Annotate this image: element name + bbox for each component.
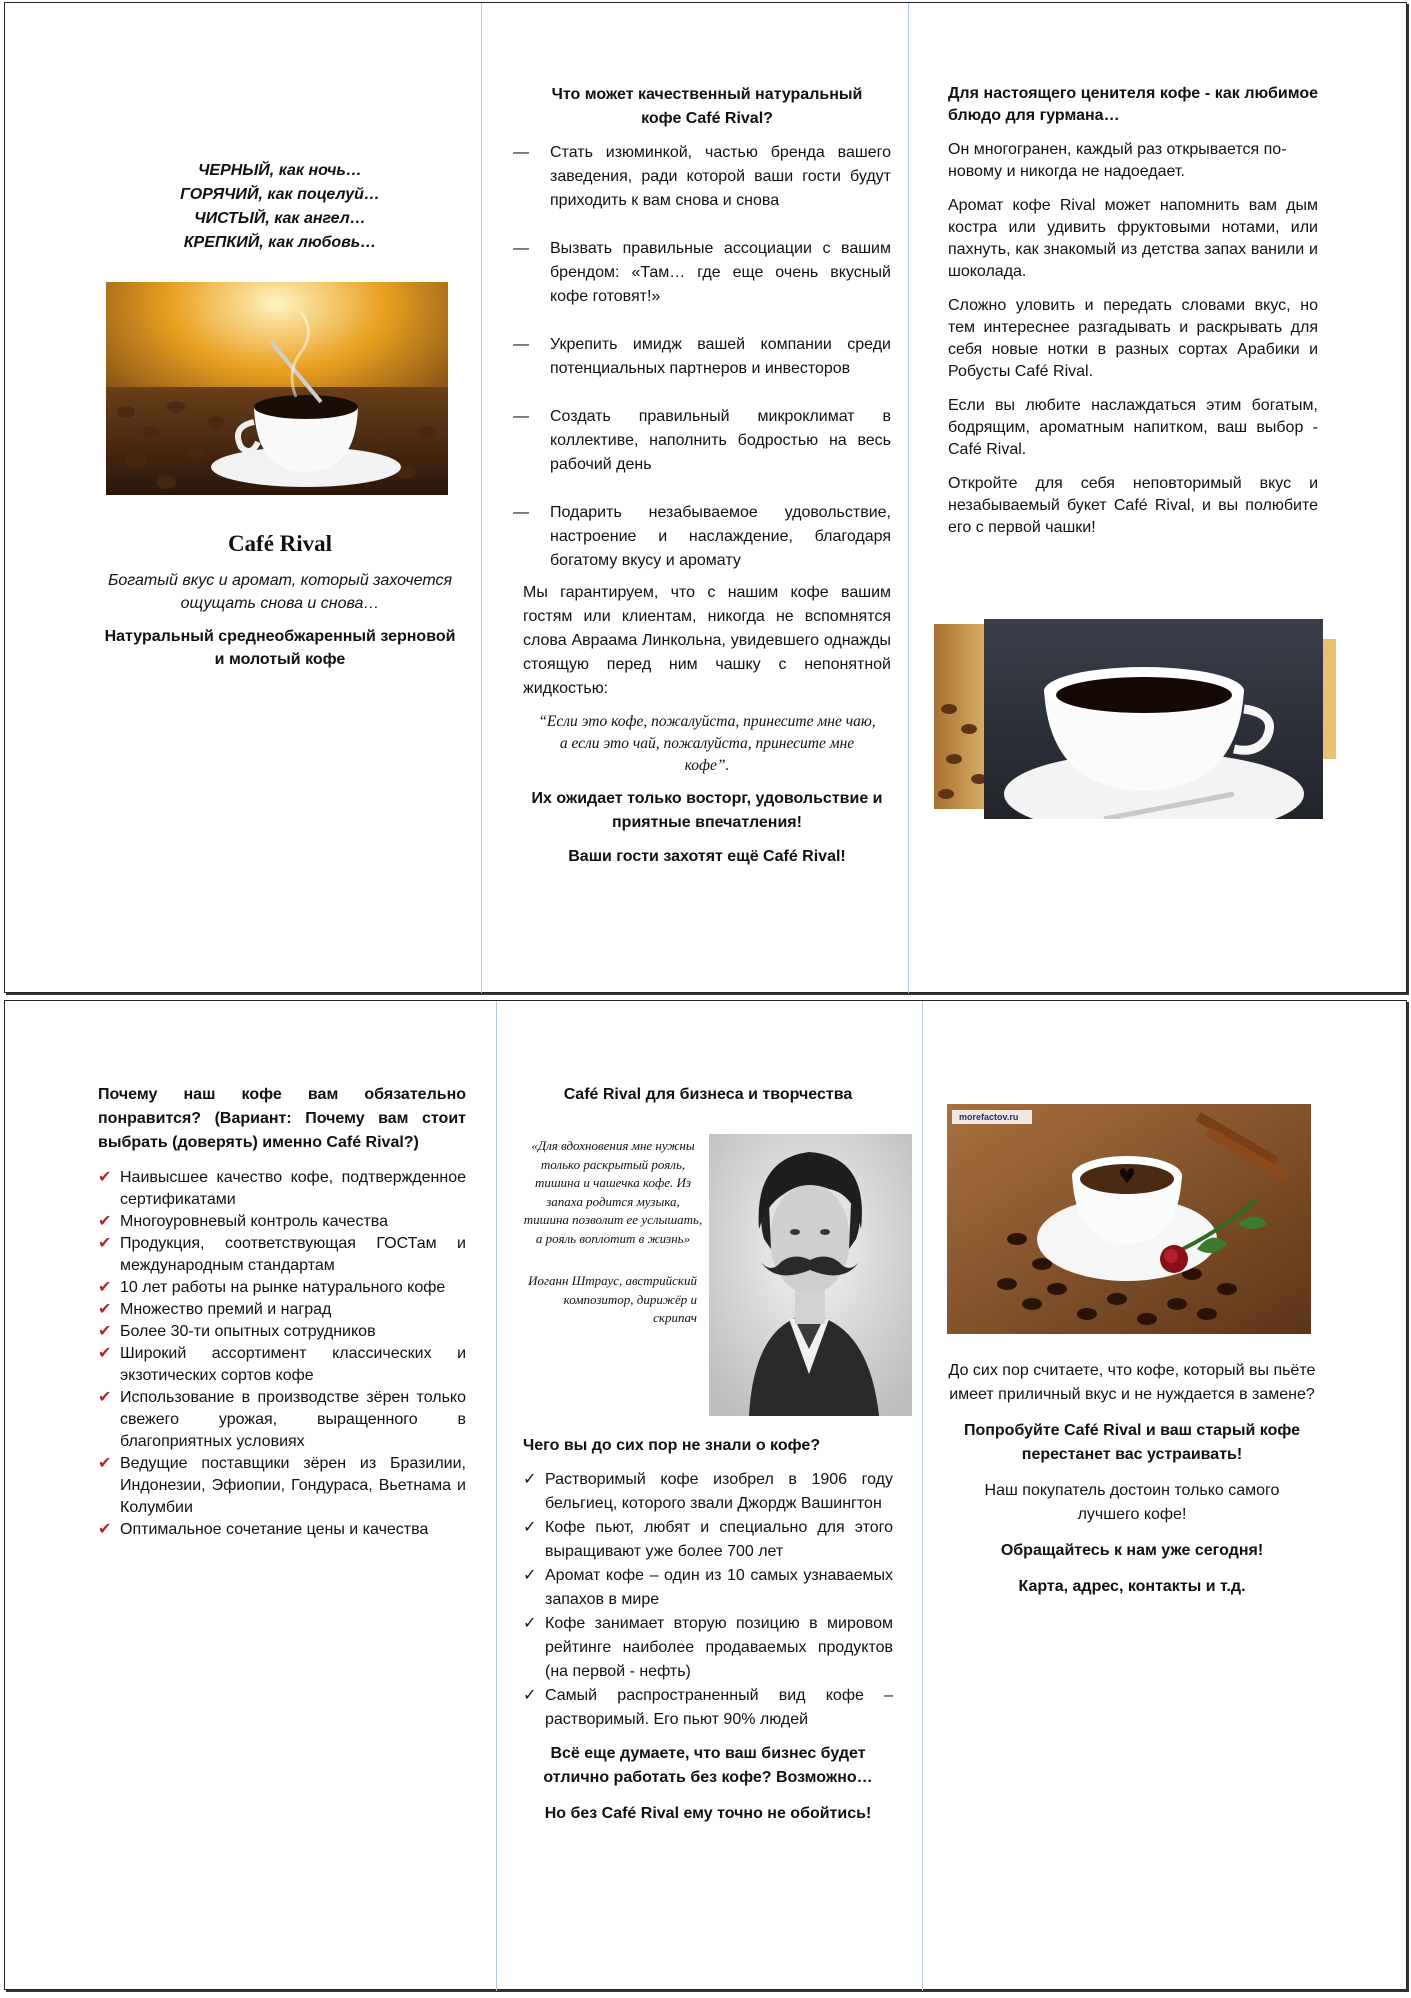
tagline-line: ГОРЯЧИЙ, как поцелуй…: [180, 186, 380, 203]
check-icon: ✔: [98, 1169, 112, 1186]
closing-statement: Но без Café Rival ему точно не обойтись!: [544, 1805, 872, 1822]
list-item: ✔ Ведущие поставщики зёрен из Бразилии, Индонезии, Эфиопии, Гондураса, Вьетнама и Колумбии: [98, 1455, 466, 1516]
cover-text: [95, 529, 465, 671]
business-panel: [523, 1083, 893, 1107]
list-item: ✓ Кофе занимает вторую позицию в мировом рейтинге наиболее продаваемых продуктов (на первой - нефть): [523, 1612, 893, 1684]
list-item: ✔ Многоуровневый контроль качества: [98, 1211, 466, 1233]
call-to-action-panel: [947, 1359, 1317, 1599]
why-us-panel: [98, 1083, 466, 1541]
dash-bullet: —: [513, 240, 529, 257]
guarantee-paragraph: Мы гарантируем, что с нашим кофе вашим гостям или клиентам, никогда не вспомнятся слова Авраама Линкольна, увидевшего однажды стоящую перед ним чашку с непонятной жидкостью:: [523, 584, 891, 697]
brand-name: Café Rival: [227, 531, 333, 556]
check-icon: ✔: [98, 1213, 112, 1230]
check-icon: ✓: [523, 1615, 537, 1632]
paragraph: Сложно уловить и передать словами вкус, но тем интереснее разгадывать и раскрывать для себя новые нотки в разных сортах Арабики и Робусты Café Rival.: [948, 297, 1318, 380]
coffee-rose-photo: [947, 1104, 1311, 1334]
list-item: ✔ Широкий ассортимент классических и экзотических сортов кофе: [98, 1345, 466, 1384]
contacts-placeholder: Карта, адрес, контакты и т.д.: [1018, 1578, 1246, 1595]
question-text: До сих пор считаете, что кофе, который вы пьёте имеет приличный вкус и не нуждается в замене?: [948, 1362, 1316, 1403]
list-item: ✔ Множество премий и наград: [98, 1299, 466, 1321]
check-icon: ✔: [98, 1345, 112, 1362]
facts-panel: [523, 1434, 893, 1826]
facts-heading: Чего вы до сих пор не знали о кофе?: [523, 1437, 821, 1454]
list-item: — Подарить незабываемое удовольствие, настроение и наслаждение, благодаря богатому вкусу и аромату: [513, 501, 891, 573]
fold-line-1: [496, 1001, 497, 1991]
list-item: — Укрепить имидж вашей компании среди потенциальных партнеров и инвесторов: [513, 333, 891, 381]
brochure-inside-page: [4, 1000, 1407, 1990]
list-item: ✔ 10 лет работы на рынке натурального кофе: [98, 1277, 466, 1299]
connoisseur-panel: [948, 83, 1318, 539]
check-icon: ✓: [523, 1687, 537, 1704]
fold-line-2: [922, 1001, 923, 1991]
list-item: ✓ Самый распространенный вид кофе – растворимый. Его пьют 90% людей: [523, 1684, 893, 1732]
cover-tagline: [95, 159, 465, 255]
cover-coffee-cup-photo: [106, 282, 448, 495]
check-icon: ✓: [523, 1519, 537, 1536]
try-text: Попробуйте Café Rival и ваш старый кофе перестанет вас устраивать!: [963, 1422, 1301, 1463]
strauss-quote: «Для вдохновения мне нужны только раскрытый рояль, тишина и чашечка кофе. Из запаха родится музыка, тишина позволит ее услышать, а рояль воплотит в жизнь»: [523, 1138, 703, 1246]
want-more-text: Ваши гости захотят ещё Café Rival!: [568, 848, 846, 865]
paragraph: Если вы любите наслаждаться этим богатым, бодрящим, ароматным напитком, ваш выбор - Café Rival.: [948, 397, 1318, 458]
fold-line-2: [908, 3, 909, 993]
business-heading: Café Rival для бизнеса и творчества: [563, 1086, 853, 1103]
why-us-list: [98, 1167, 466, 1541]
list-item: ✓ Растворимый кофе изобрел в 1906 году бельгиец, которого звали Джордж Вашингтон: [523, 1468, 893, 1516]
connoisseur-heading: Для настоящего ценителя кофе - как любимое блюдо для гурмана…: [948, 85, 1318, 124]
benefits-panel: [513, 83, 891, 869]
list-item: ✔ Более 30-ти опытных сотрудников: [98, 1321, 466, 1343]
list-item: — Вызвать правильные ассоциации с вашим брендом: «Там… где еще очень вкусный кофе готовят!»: [513, 237, 891, 309]
list-item: ✓ Аромат кофе – один из 10 самых узнаваемых запахов в мире: [523, 1564, 893, 1612]
check-icon: ✔: [98, 1389, 112, 1406]
quote-author: Иоганн Штраус, австрийский композитор, дирижёр и скрипач: [528, 1273, 697, 1325]
paragraph: Аромат кофе Rival может напомнить вам дым костра или удивить фруктовыми нотами, или пахнуть, как знакомый из детства запах ванили и шоколада.: [948, 197, 1318, 280]
cover-panel: [95, 159, 465, 255]
list-item: ✔ Оптимальное сочетание цены и качества: [98, 1519, 466, 1541]
lincoln-quote: “Если это кофе, пожалуйста, принесите мне чаю, а если это чай, пожалуйста, принесите мне кофе”.: [538, 713, 876, 774]
dash-bullet: —: [513, 504, 529, 521]
check-icon: ✔: [98, 1455, 112, 1472]
strauss-portrait: [709, 1134, 912, 1416]
list-item: — Создать правильный микроклимат в коллективе, наполнить бодростью на весь рабочий день: [513, 405, 891, 477]
tagline-line: КРЕПКИЙ, как любовь…: [183, 234, 377, 251]
check-icon: ✔: [98, 1301, 112, 1318]
photo-watermark: morefactov.ru: [959, 1112, 1019, 1122]
strauss-quote-block: [523, 1137, 703, 1328]
dash-bullet: —: [513, 144, 529, 161]
check-icon: ✔: [98, 1279, 112, 1296]
tagline-line: ЧЕРНЫЙ, как ночь…: [198, 162, 362, 179]
benefits-list: [513, 141, 891, 573]
espresso-cup-photo: [934, 619, 1336, 819]
check-icon: ✔: [98, 1521, 112, 1538]
customer-text: Наш покупатель достоин только самого лучшего кофе!: [984, 1482, 1280, 1523]
check-icon: ✔: [98, 1235, 112, 1252]
list-item: ✔ Наивысшее качество кофе, подтвержденное сертификатами: [98, 1169, 466, 1208]
check-icon: ✔: [98, 1323, 112, 1340]
list-item: — Стать изюминкой, частью бренда вашего заведения, ради которой ваши гости будут приходить к вам снова и снова: [513, 141, 891, 213]
benefits-heading: Что может качественный натуральный кофе Café Rival?: [551, 86, 863, 127]
list-item: ✔ Использование в производстве зёрен только свежего урожая, выращенного в благоприятных условиях: [98, 1389, 466, 1450]
brochure-outside-page: [4, 2, 1407, 993]
list-item: ✓ Кофе пьют, любят и специально для этого выращивают уже более 700 лет: [523, 1516, 893, 1564]
product-description: Натуральный среднеобжаренный зерновой и молотый кофе: [104, 628, 456, 668]
dash-bullet: —: [513, 336, 529, 353]
paragraph: Он многогранен, каждый раз открывается по-новому и никогда не надоедает.: [948, 141, 1287, 180]
fold-line-1: [481, 3, 482, 993]
tagline-line: ЧИСТЫЙ, как ангел…: [194, 210, 366, 227]
contact-us-text: Обращайтесь к нам уже сегодня!: [1000, 1542, 1264, 1559]
closing-question: Всё еще думаете, что ваш бизнес будет отлично работать без кофе? Возможно…: [543, 1745, 873, 1786]
why-us-heading: Почему наш кофе вам обязательно понравится? (Вариант: Почему вам стоит выбрать (доверять) именно Café Rival?): [98, 1086, 466, 1151]
check-icon: ✓: [523, 1567, 537, 1584]
delight-text: Их ожидает только восторг, удовольствие и приятные впечатления!: [531, 790, 883, 831]
check-icon: ✓: [523, 1471, 537, 1488]
cover-subtitle: Богатый вкус и аромат, который захочется ощущать снова и снова…: [107, 572, 453, 612]
facts-list: [523, 1468, 893, 1732]
paragraph: Откройте для себя неповторимый вкус и незабываемый букет Café Rival, и вы полюбите его с первой чашки!: [948, 475, 1318, 536]
dash-bullet: —: [513, 408, 529, 425]
list-item: ✔ Продукция, соответствующая ГОСТам и международным стандартам: [98, 1235, 466, 1274]
